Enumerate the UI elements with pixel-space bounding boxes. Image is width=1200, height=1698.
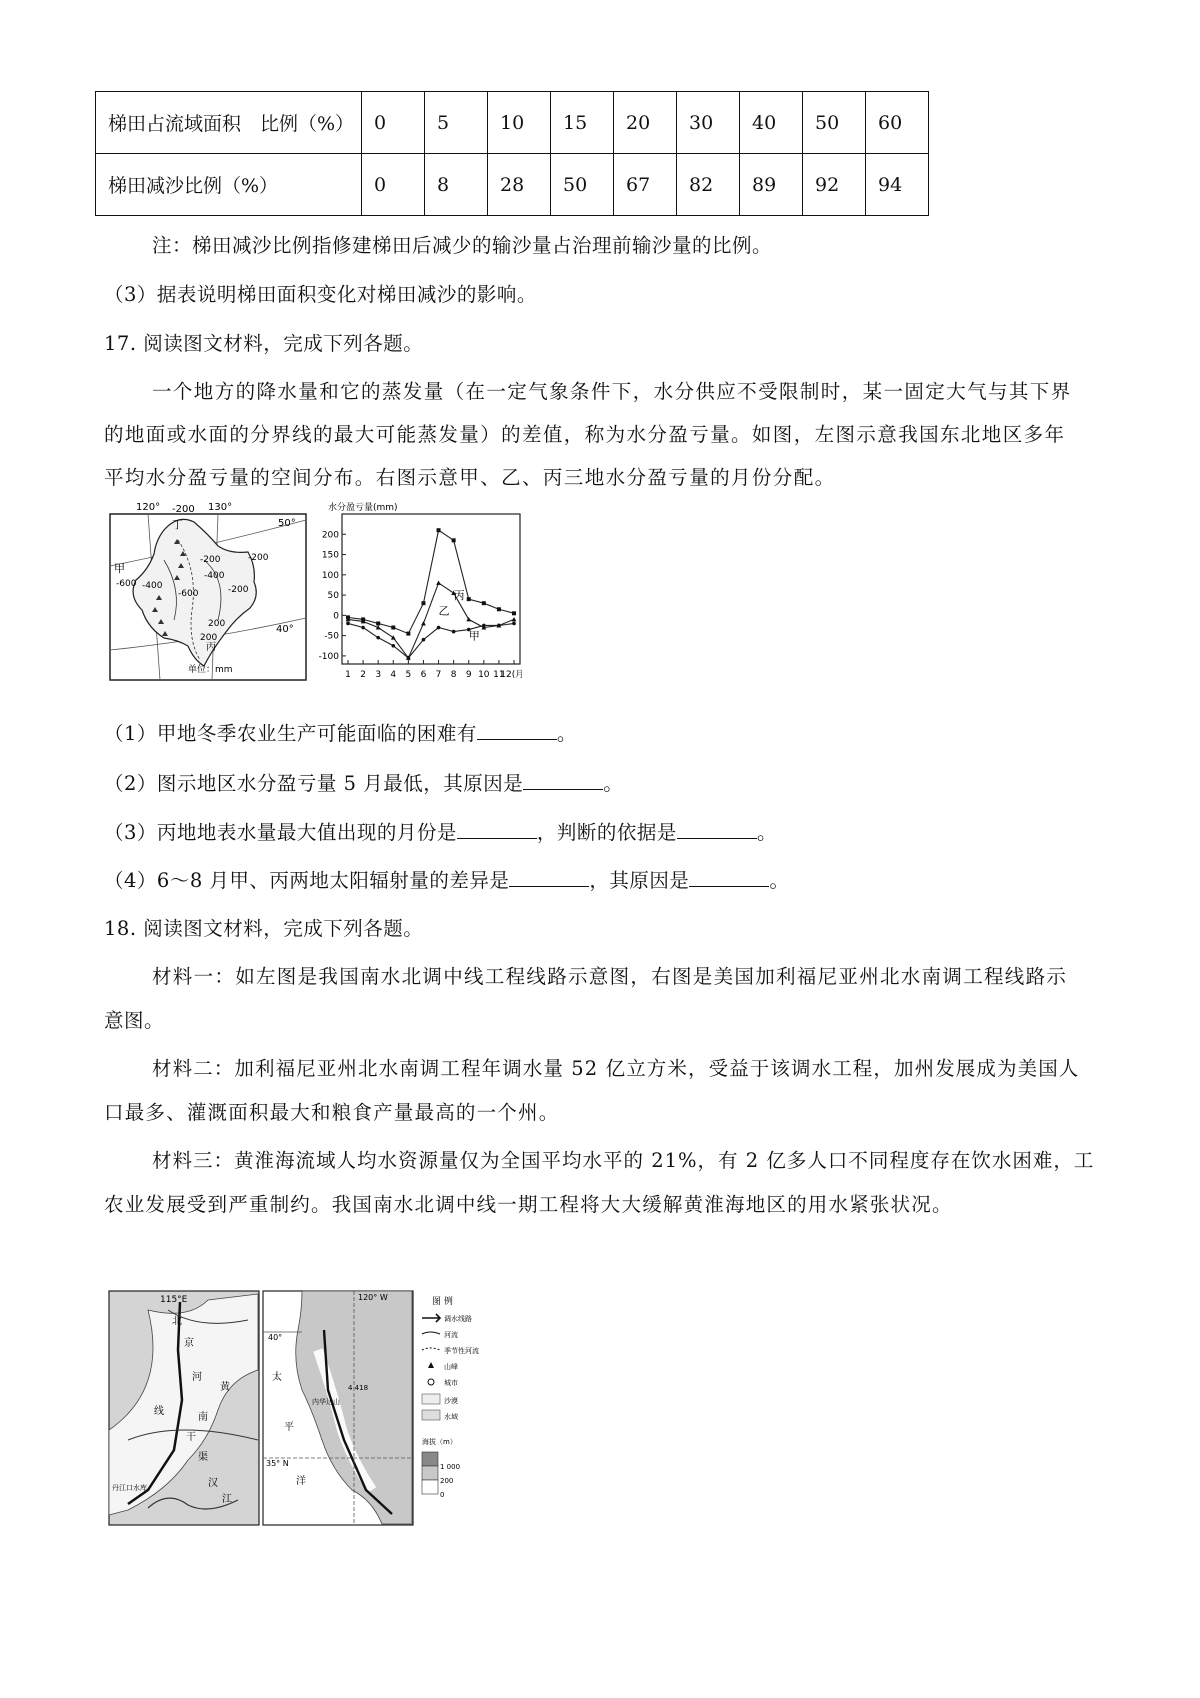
x-tick-label: 3 <box>375 670 382 680</box>
table-row <box>96 92 929 154</box>
map-label: 江 <box>222 1494 232 1505</box>
question-end: 。 <box>756 821 777 844</box>
china-middle-route-map <box>108 1290 260 1530</box>
table-note: 注：梯田减沙比例指修建梯田后减少的输沙量占治理前输沙量的比例。 <box>152 234 773 257</box>
question-text: ，其原因是 <box>589 869 690 892</box>
x-tick-label: 4 <box>390 670 397 680</box>
route-icon <box>422 1314 440 1322</box>
table-cell: 94 <box>866 154 929 216</box>
elev-swatch <box>422 1466 438 1480</box>
table-cell: 67 <box>614 154 677 216</box>
question-17-2 <box>104 768 623 796</box>
lat-label: 35° N <box>266 1459 289 1468</box>
data-point <box>467 597 471 601</box>
map-label: 京 <box>184 1338 194 1349</box>
x-tick-label: 11 <box>493 670 505 680</box>
answer-blank[interactable] <box>509 868 589 887</box>
data-point <box>437 626 441 630</box>
data-point <box>422 638 426 642</box>
legend-label: 河流 <box>444 1331 458 1339</box>
data-point <box>376 636 380 640</box>
table-cell: 40 <box>740 92 803 154</box>
map-label: 南 <box>198 1412 208 1423</box>
answer-blank[interactable] <box>523 771 603 790</box>
q17-paragraph-line: 平均水分盈亏量的空间分布。右图示意甲、乙、丙三地水分盈亏量的月份分配。 <box>104 466 836 489</box>
answer-blank[interactable] <box>457 820 537 839</box>
table-cell: 89 <box>740 154 803 216</box>
material-line: 农业发展受到严重制约。我国南水北调中线一期工程将大大缓解黄淮海地区的用水紧张状况。 <box>104 1193 953 1216</box>
data-point <box>376 621 380 625</box>
table-cell: 20 <box>614 92 677 154</box>
question-end: 。 <box>556 722 577 745</box>
x-tick-label: 12(月 <box>500 670 522 680</box>
lat-label: 50° <box>278 518 296 529</box>
question-text: ，判断的依据是 <box>536 821 677 844</box>
table-cell: 0 <box>362 154 425 216</box>
lon-label: 130° <box>208 502 233 513</box>
table-cell: 30 <box>677 92 740 154</box>
material-line: 材料三：黄淮海流域人均水资源量仅为全国平均水平的 21%，有 2 亿多人口不同程度存在饮水困难，工 <box>152 1149 1095 1172</box>
y-tick-label: 0 <box>333 611 339 622</box>
question-17-title: 17. 阅读图文材料，完成下列各题。 <box>104 332 424 355</box>
table-cell: 10 <box>488 92 551 154</box>
place-label: 丙 <box>206 642 216 653</box>
material-line: 意图。 <box>104 1009 165 1032</box>
material-line: 口最多、灌溉面积最大和粮食产量最高的一个州。 <box>104 1101 560 1124</box>
seasonal-river-icon <box>422 1348 440 1350</box>
contour-label: -200 <box>172 504 195 515</box>
series-label: 乙 <box>438 604 450 618</box>
legend-label: 水域 <box>444 1413 458 1421</box>
x-tick-label: 7 <box>435 670 442 680</box>
data-point <box>437 528 441 532</box>
y-tick-label: 200 <box>321 530 339 541</box>
y-tick-label: 100 <box>321 570 339 581</box>
data-point <box>407 656 411 660</box>
x-tick-label: 5 <box>405 670 412 680</box>
table-cell: 0 <box>362 92 425 154</box>
y-tick-label: 50 <box>327 591 339 602</box>
place-label: 甲 <box>114 562 125 575</box>
elev-swatch <box>422 1452 438 1466</box>
material-line: 材料二：加利福尼亚州北水南调工程年调水量 52 亿立方米，受益于该调水工程，加州发展成为美国人 <box>152 1057 1080 1080</box>
answer-blank[interactable] <box>677 820 757 839</box>
data-point <box>361 626 365 630</box>
ocean-label: 太 <box>272 1372 282 1383</box>
river-icon <box>422 1332 440 1334</box>
map-label: 线 <box>154 1406 164 1417</box>
data-point <box>482 624 486 628</box>
lon-label: 120° W <box>358 1293 388 1302</box>
map-label: 丹江口水库 <box>112 1484 147 1492</box>
table-cell: 82 <box>677 154 740 216</box>
x-tick-label: 2 <box>360 670 366 680</box>
x-tick-label: 1 <box>345 670 351 680</box>
table-row <box>96 154 929 216</box>
contour-label: -400 <box>204 571 225 581</box>
map-legend <box>418 1294 498 1534</box>
unit-label: 单位：mm <box>188 665 233 675</box>
california-route-map <box>262 1290 414 1530</box>
lon-label: 120° <box>136 502 161 513</box>
answer-blank[interactable] <box>689 868 769 887</box>
legend-label: 海拔（m） <box>422 1438 457 1446</box>
data-point <box>406 632 410 636</box>
map-label: 干 <box>186 1432 196 1443</box>
answer-blank[interactable] <box>477 721 557 740</box>
water-balance-chart <box>312 500 522 690</box>
question-17-1 <box>104 718 577 746</box>
contour-label: -200 <box>200 555 221 565</box>
contour-label: -400 <box>142 581 163 591</box>
series-label: 丙 <box>453 589 465 603</box>
table-cell: 5 <box>425 92 488 154</box>
y-tick-label: -100 <box>318 651 339 662</box>
data-point <box>512 611 516 615</box>
map-label: 汉 <box>208 1478 218 1489</box>
legend-label: 沙漠 <box>444 1397 458 1405</box>
city-icon <box>428 1379 434 1385</box>
map-label: 北 <box>172 1316 182 1327</box>
data-point <box>421 601 425 605</box>
mountain-label: 内华达山 <box>312 1398 340 1406</box>
table-cell: 50 <box>803 92 866 154</box>
desert-swatch <box>422 1394 440 1404</box>
question-text: （2）图示地区水分盈亏量 5 月最低，其原因是 <box>104 772 524 795</box>
question-18-title: 18. 阅读图文材料，完成下列各题。 <box>104 917 424 940</box>
ocean-label: 平 <box>284 1422 294 1433</box>
question-text: （1）甲地冬季农业生产可能面临的困难有 <box>104 722 477 745</box>
table-cell: 15 <box>551 92 614 154</box>
map-label: 黄 <box>220 1382 230 1393</box>
contour-label: 200 <box>200 633 218 643</box>
map-label: 河 <box>192 1372 202 1383</box>
contour-label: -200 <box>228 585 249 595</box>
legend-label: 0 <box>440 1491 445 1499</box>
x-tick-label: 8 <box>450 670 457 680</box>
question-16-3: （3）据表说明梯田面积变化对梯田减沙的影响。 <box>104 283 537 306</box>
contour-label: -600 <box>116 579 137 589</box>
question-end: 。 <box>603 772 624 795</box>
data-point <box>391 644 395 648</box>
water-swatch <box>422 1410 440 1420</box>
peak-label: 4 418 <box>348 1384 369 1392</box>
legend-label: 城市 <box>444 1379 458 1387</box>
data-point <box>452 538 456 542</box>
material-line: 材料一：如左图是我国南水北调中线工程线路示意图，右图是美国加利福尼亚州北水南调工程线路示 <box>152 965 1068 988</box>
lat-label: 40° <box>268 1333 283 1342</box>
question-text: （4）6～8 月甲、丙两地太阳辐射量的差异是 <box>104 869 510 892</box>
q17-paragraph-line: 一个地方的降水量和它的蒸发量（在一定气象条件下，水分供应不受限制时，某一固定大气与其下界 <box>152 380 1072 403</box>
data-point <box>497 607 501 611</box>
plot-frame <box>342 514 520 664</box>
lon-label: 115°E <box>160 1295 188 1305</box>
legend-label: 季节性河流 <box>444 1347 479 1355</box>
peak-icon <box>428 1362 434 1368</box>
legend-label: 调水线路 <box>444 1315 472 1323</box>
data-point <box>512 622 516 626</box>
northeast-china-map <box>108 500 308 688</box>
contour-label: -600 <box>178 589 199 599</box>
place-label: 丁 <box>172 518 183 531</box>
table-cell: 28 <box>488 154 551 216</box>
data-point <box>346 622 350 626</box>
contour-label: 200 <box>208 619 226 629</box>
question-17-3 <box>104 817 777 845</box>
q17-paragraph-line: 的地面或水面的分界线的最大可能蒸发量）的差值，称为水分盈亏量。如图，左图示意我国东北地区多年 <box>104 423 1066 446</box>
terrace-table <box>95 91 929 216</box>
map-label: 渠 <box>198 1452 208 1463</box>
y-tick-label: 150 <box>321 550 339 561</box>
x-tick-label: 9 <box>465 670 472 680</box>
legend-label: 山峰 <box>444 1363 458 1371</box>
question-end: 。 <box>769 869 790 892</box>
table-cell: 92 <box>803 154 866 216</box>
question-text: （3）丙地地表水量最大值出现的月份是 <box>104 821 457 844</box>
data-point <box>452 630 456 634</box>
contour-label: -200 <box>248 553 269 563</box>
question-17-4 <box>104 865 789 893</box>
legend-title: 图 例 <box>432 1297 453 1307</box>
elev-swatch <box>422 1480 438 1494</box>
data-point <box>497 624 501 628</box>
series-label: 甲 <box>468 629 480 643</box>
x-tick-label: 6 <box>420 670 427 680</box>
lat-label: 40° <box>276 624 294 635</box>
y-axis-label: 水分盈亏量(mm) <box>328 503 398 513</box>
legend-label: 1 000 <box>440 1463 461 1471</box>
row-label: 梯田占流域面积 比例（%） <box>96 92 362 154</box>
table-cell: 60 <box>866 92 929 154</box>
data-point <box>391 626 395 630</box>
legend-label: 200 <box>440 1477 454 1485</box>
y-tick-label: -50 <box>324 631 339 642</box>
table-cell: 50 <box>551 154 614 216</box>
table-cell: 8 <box>425 154 488 216</box>
x-tick-label: 10 <box>478 670 490 680</box>
data-point <box>482 601 486 605</box>
ocean-label: 洋 <box>296 1476 306 1487</box>
row-label: 梯田减沙比例（%） <box>96 154 362 216</box>
